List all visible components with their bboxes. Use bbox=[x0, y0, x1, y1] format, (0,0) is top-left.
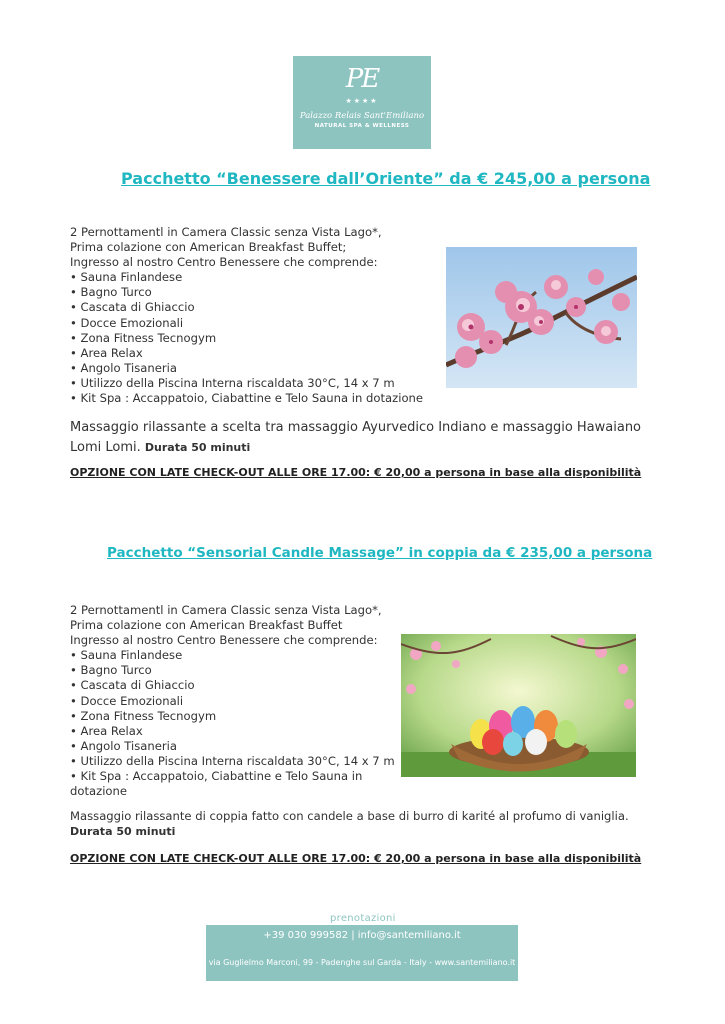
bullet-item: • Sauna Finlandese bbox=[70, 270, 183, 285]
bullet-item: • Docce Emozionali bbox=[70, 693, 184, 708]
contact-phone-email[interactable]: +39 030 999582 | info@santemiliano.it bbox=[263, 930, 461, 941]
massage-description: Massaggio rilassante di coppia fatto con candele a base di burro di karité al profumo di vaniglia. bbox=[70, 809, 629, 823]
bullet-item: • Angolo Tisaneria bbox=[70, 738, 177, 753]
detail-line: Prima colazione con American Breakfast Buffet bbox=[70, 618, 343, 633]
easter-eggs-image bbox=[401, 634, 636, 777]
detail-line: Ingresso al nostro Centro Benessere che comprende: bbox=[70, 255, 378, 270]
bullet-item: • Angolo Tisaneria bbox=[70, 360, 177, 375]
bullet-item: • Kit Spa : Accappatoio, Ciabattine e Telo Sauna in dotazione bbox=[70, 769, 363, 799]
logo-monogram: PE bbox=[345, 64, 379, 94]
bookings-label: prenotazioni bbox=[330, 913, 396, 924]
package2-late-checkout[interactable]: OPZIONE CON LATE CHECK-OUT ALLE ORE 17.00: € 20,00 a persona in base alla disponibilità bbox=[70, 852, 642, 865]
package1-details bbox=[70, 225, 423, 406]
detail-line: Prima colazione con American Breakfast Buffet; bbox=[70, 240, 347, 255]
package2-title[interactable]: Pacchetto “Sensorial Candle Massage” in coppia da € 235,00 a persona bbox=[107, 545, 653, 561]
detail-line: 2 Pernottamentl in Camera Classic senza Vista Lago*, bbox=[70, 225, 382, 239]
logo-name: Palazzo Relais Sant'Emiliano bbox=[299, 111, 425, 121]
package2-details bbox=[70, 603, 395, 799]
hotel-logo bbox=[293, 56, 431, 149]
contact-address[interactable]: via Guglielmo Marconi, 99 - Padenghe sul Garda - Italy - www.santemiliano.it bbox=[208, 958, 516, 967]
contact-footer bbox=[206, 925, 518, 981]
package1-title[interactable]: Pacchetto “Benessere dall’Oriente” da € 245,00 a persona bbox=[121, 169, 651, 188]
bullet-item: • Utilizzo della Piscina Interna riscaldata 30°C, 14 x 7 m bbox=[70, 375, 395, 390]
detail-line: 2 Pernottamentl in Camera Classic senza Vista Lago*, bbox=[70, 603, 382, 617]
massage-description: Massaggio rilassante a scelta tra massaggio Ayurvedico Indiano e massaggio Hawaiano Lomi Lomi. bbox=[70, 420, 642, 455]
bullet-item: • Cascata di Ghiaccio bbox=[70, 300, 195, 315]
bullet-item: • Cascata di Ghiaccio bbox=[70, 678, 195, 693]
package1-massage bbox=[70, 418, 660, 458]
bullet-item: • Utilizzo della Piscina Interna riscaldata 30°C, 14 x 7 m bbox=[70, 753, 395, 768]
bullet-item: • Sauna Finlandese bbox=[70, 648, 183, 663]
massage-duration: Durata 50 minuti bbox=[70, 825, 176, 838]
package1-late-checkout[interactable]: OPZIONE CON LATE CHECK-OUT ALLE ORE 17.00: € 20,00 a persona in base alla disponibilità bbox=[70, 466, 642, 479]
bullet-item: • Zona Fitness Tecnogym bbox=[70, 330, 217, 345]
bullet-item: • Bagno Turco bbox=[70, 285, 152, 300]
bullet-item: • Zona Fitness Tecnogym bbox=[70, 708, 217, 723]
bullet-item: • Area Relax bbox=[70, 345, 143, 360]
detail-line: Ingresso al nostro Centro Benessere che comprende: bbox=[70, 633, 378, 648]
massage-duration: Durata 50 minuti bbox=[144, 441, 251, 454]
logo-subtitle: NATURAL SPA & WELLNESS bbox=[314, 123, 410, 129]
bullet-item: • Area Relax bbox=[70, 723, 143, 738]
logo-stars: ★★★★ bbox=[345, 97, 379, 105]
package2-massage bbox=[70, 809, 660, 839]
bullet-item: • Kit Spa : Accappatoio, Ciabattine e Telo Sauna in dotazione bbox=[70, 391, 424, 406]
cherry-blossom-image bbox=[446, 247, 637, 388]
bullet-item: • Docce Emozionali bbox=[70, 315, 184, 330]
bullet-item: • Bagno Turco bbox=[70, 663, 152, 678]
